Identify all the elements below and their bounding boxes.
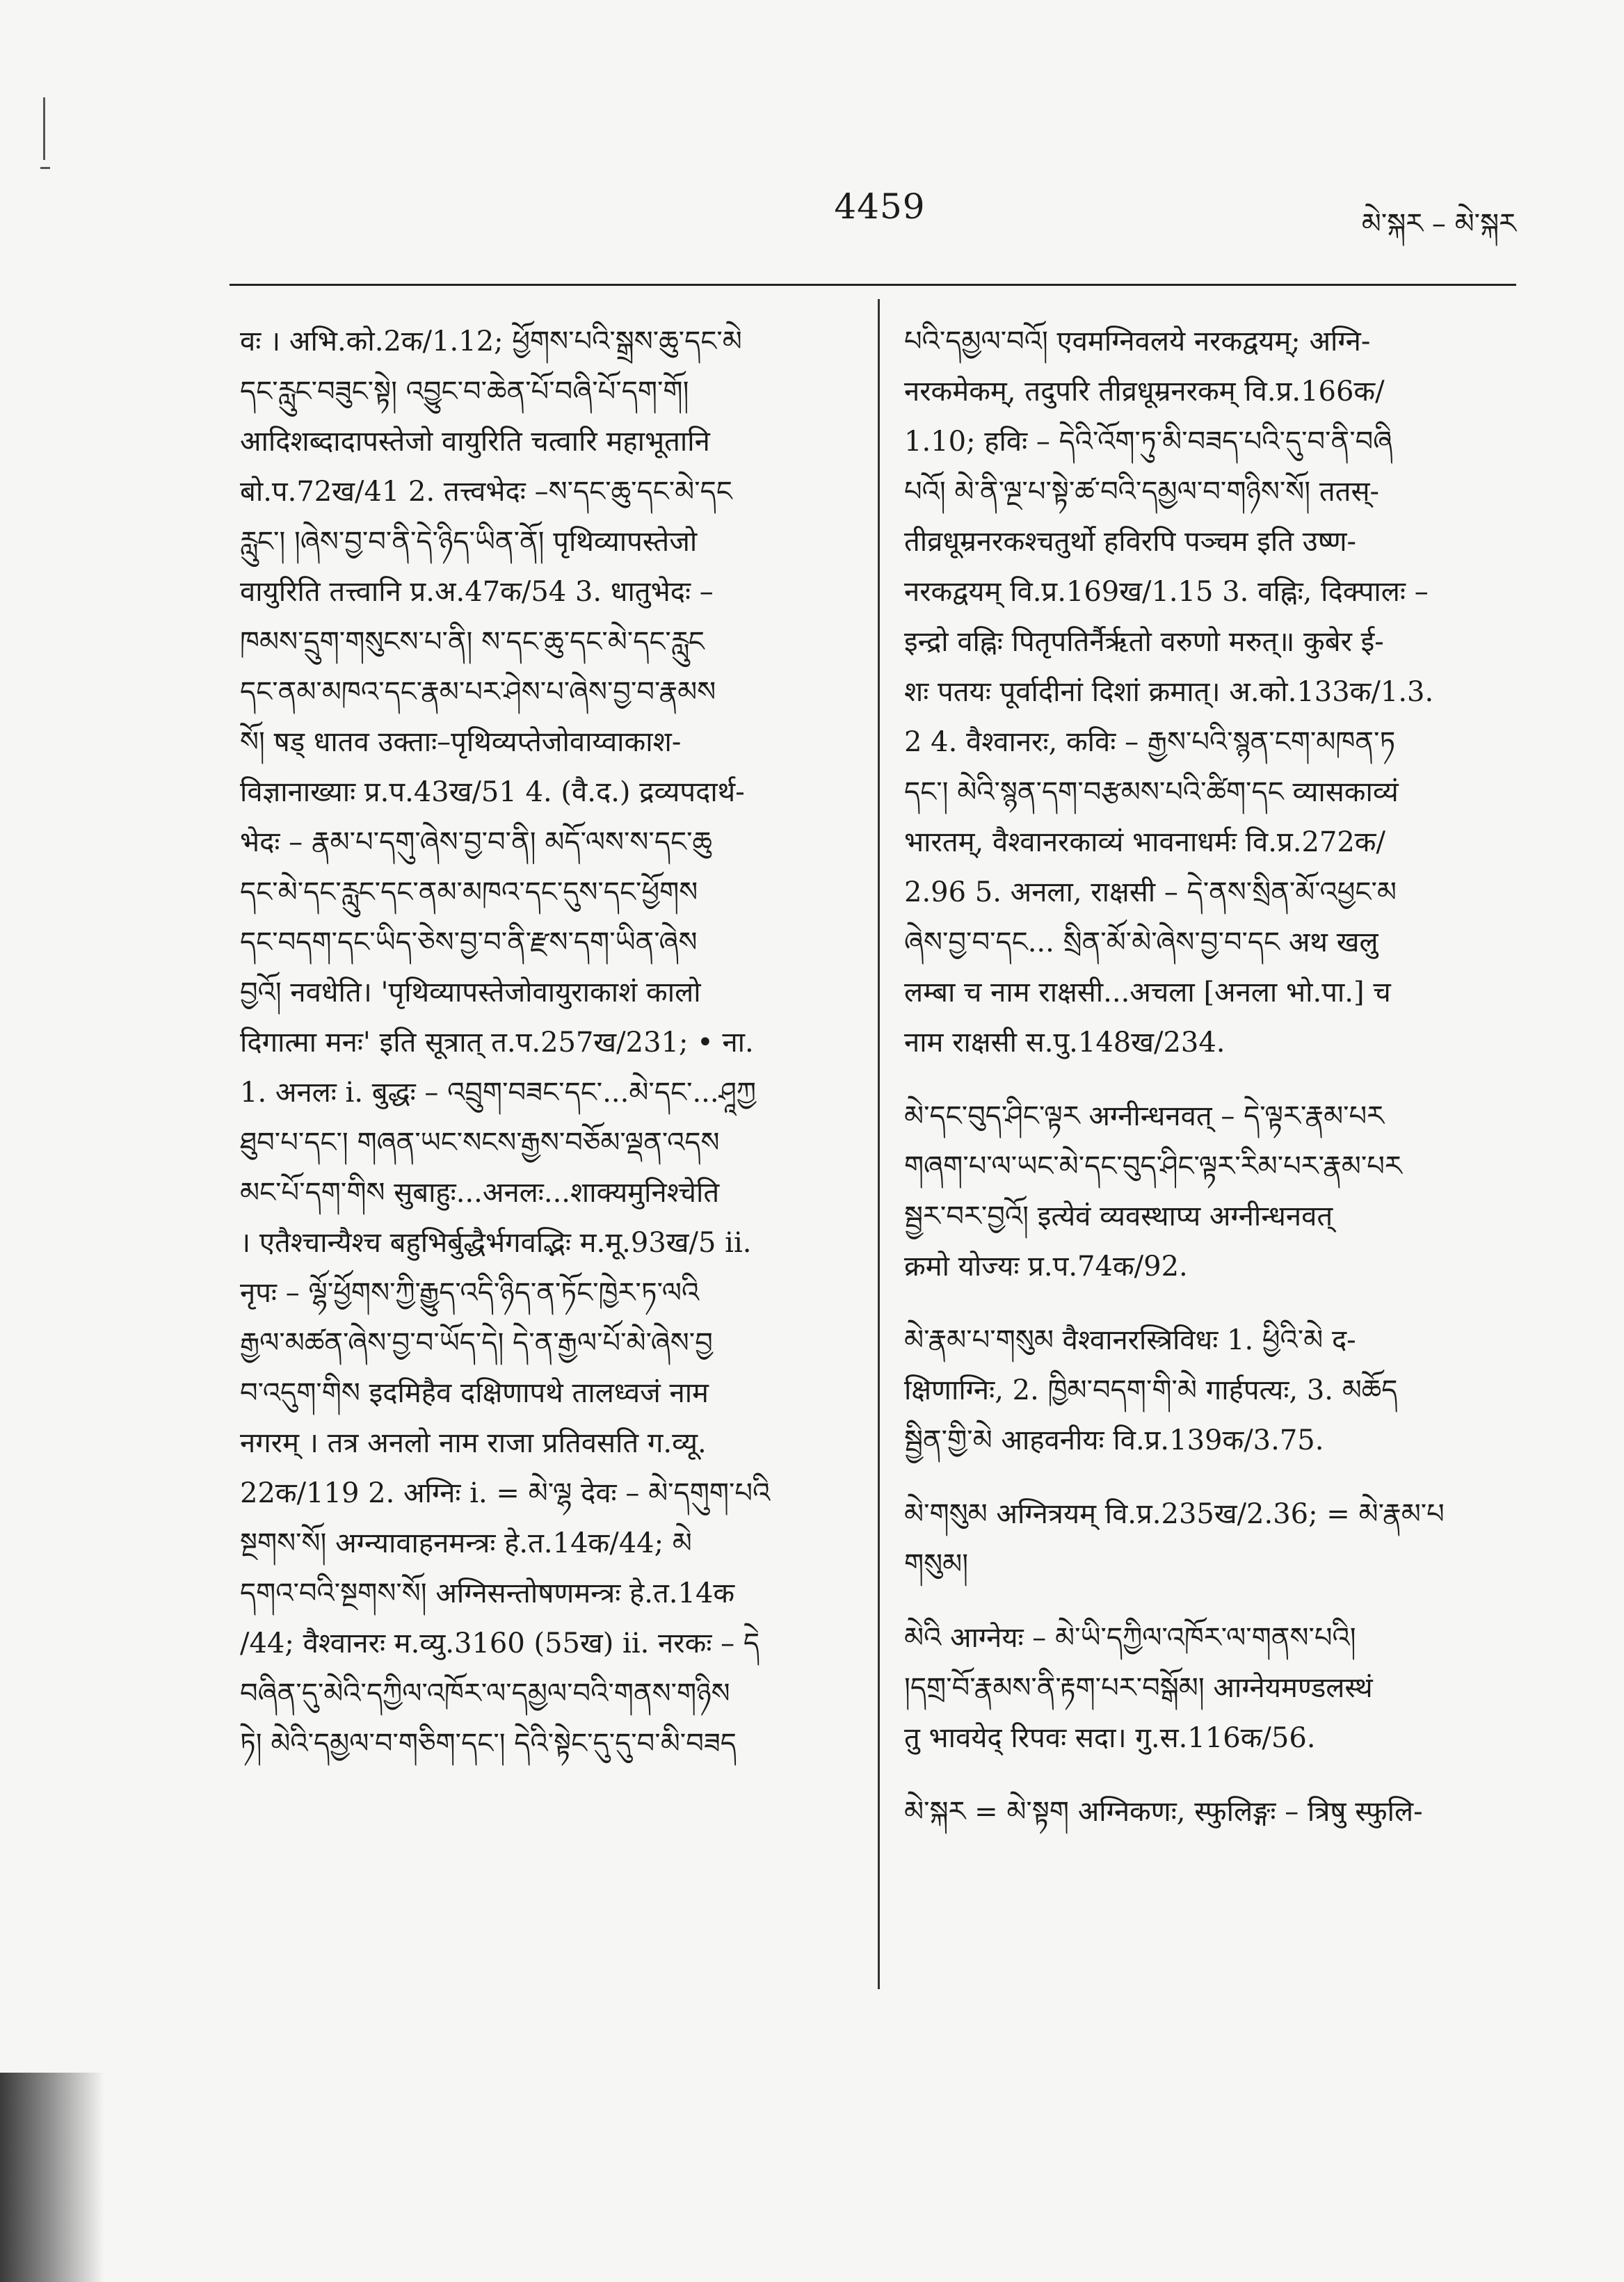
entry-line: སྦྱིན་གྱི་མེ आहवनीयः वि.प्र.139क/3.75.	[904, 1424, 1324, 1456]
dictionary-entry	[904, 316, 1516, 1068]
entry-line: ཏེ། མེའི་དམྱལ་བ་གཅིག་དང་། དེའི་སྟེང་དུ་དུ་བ་མི་བཟད	[240, 1728, 737, 1760]
entry-line: དང་། མེའི་སྙན་དག་བརྩམས་པའི་ཚིག་དང व्यासकाव्यं	[904, 776, 1399, 808]
entry-line: 1.10; हविः – དེའི་འོག་ཏུ་མི་བཟད་པའི་དུ་བ་ནི་བཞི	[904, 426, 1393, 458]
paragraph-gap	[904, 1292, 1516, 1315]
entry-line: नाम राक्षसी स.पु.148ख/234.	[904, 1027, 1225, 1059]
entry-line: རླུང་། །ཞེས་བྱ་བ་ནི་དེ་ཉིད་ཡིན་ནོ། पृथिव्यापस्तेजो	[240, 526, 698, 558]
entry-line: वः । अभि.को.2क/1.12; ཕྱོགས་པའི་སྒྲས་ཆུ་དང་མེ	[240, 326, 742, 357]
entry-line: མེ་སྐར = མེ་སྟག अग्निकणः, स्फुलिङ्गः – त्रिषु स्फुलि-	[904, 1796, 1423, 1828]
dictionary-entry	[904, 1613, 1516, 1763]
scan-shadow	[0, 2073, 104, 2282]
entry-line: क्रमो योज्यः प्र.प.74क/92.	[904, 1251, 1188, 1283]
right-column	[904, 316, 1516, 1837]
entry-line: དགའ་བའི་སྔགས་སོ། अग्निसन्तोषणमन्त्रः हे.त.14क	[240, 1577, 735, 1609]
entry-line: དང་བདག་དང་ཡིད་ཅེས་བྱ་བ་ནི་རྫས་དག་ཡིན་ཞེས	[240, 926, 698, 958]
entry-line: 1. अनलः i. बुद्धः – འབྲུག་བཟང་དང་...མེ་དང་...ཤཱཀྱ	[240, 1077, 757, 1109]
entry-line: नरकमेकम्, तदुपरि तीव्रधूम्रनरकम् वि.प्र.166क/	[904, 376, 1385, 408]
paragraph-gap	[904, 1589, 1516, 1613]
page-number: 4459	[834, 186, 926, 227]
entry-line: लम्बा च नाम राक्षसी...अचला [अनला भो.पा.] च	[904, 977, 1391, 1009]
entry-line: སྦྱར་བར་བྱའོ། इत्येवं व्यवस्थाप्य अग्नीन्धनवत्	[904, 1200, 1333, 1232]
dictionary-entry	[904, 1091, 1516, 1292]
paragraph-gap	[904, 1068, 1516, 1091]
entry-line: क्षिणाग्निः, 2. ཁྱིམ་བདག་གི་མེ गार्हपत्यः, 3. མཆོད	[904, 1374, 1398, 1406]
entry-line: མེ་དང་བུད་ཤིང་ལྟར अग्नीन्धनवत् – དེ་ལྟར་རྣམ་པར	[904, 1100, 1385, 1132]
entry-line: པའོ། མེ་ནི་ལྔ་པ་སྟེ་ཚ་བའི་དམྱལ་བ་གཉིས་སོ། ततस्-	[904, 476, 1380, 508]
entry-line: इन्द्रो वह्निः पितृपतिर्नैर्ऋतो वरुणो मरुत्॥ कुबेर ई-	[904, 626, 1384, 658]
entry-line: तीव्रधूम्रनरकश्चतुर्थो हविरपि पञ्चम इति उष्ण-	[904, 526, 1357, 558]
entry-line: པའི་དམྱལ་བའོ། एवमग्निवलये नरकद्वयम्; अग्नि-	[904, 326, 1371, 357]
entry-line: གཞག་པ་ལ་ཡང་མེ་དང་བུད་ཤིང་ལྟར་རིམ་པར་རྣམ་པར	[904, 1150, 1402, 1182]
entry-line: भारतम्, वैश्वानरकाव्यं भावनाधर्मः वि.प्र.272क/	[904, 826, 1385, 858]
dictionary-entry	[904, 1787, 1516, 1837]
entry-line: बो.प.72ख/41 2. तत्त्वभेदः –ས་དང་ཆུ་དང་མེ་དང	[240, 476, 732, 508]
entry-line: 22क/119 2. अग्निः i. = མེ་ལྷ देवः – མེ་དགུག་པའི	[240, 1477, 771, 1509]
paragraph-gap	[904, 1465, 1516, 1489]
entry-line: विज्ञानाख्याः प्र.प.43ख/51 4. (वै.द.) द्रव्यपदार्थ-	[240, 776, 745, 808]
entry-line: ཞེས་བྱ་བ་དང... སྲིན་མོ་མེ་ཞེས་བྱ་བ་དང अथ खलु	[904, 926, 1378, 958]
entry-line: तु भावयेद् रिपवः सदा। गु.स.116क/56.	[904, 1722, 1316, 1754]
entry-line: ཐུབ་པ་དང་། གཞན་ཡང་སངས་རྒྱས་བཅོམ་ལྡན་འདས	[240, 1127, 720, 1159]
entry-line: 2.96 5. अनला, राक्षसी – དེ་ནས་སྲིན་མོ་འཕྱང་མ	[904, 876, 1397, 908]
entry-line: आदिशब्दादापस्तेजो वायुरिति चत्वारि महाभूतानि	[240, 426, 710, 458]
entry-line: नरकद्वयम् वि.प्र.169ख/1.15 3. वह्निः, दिक्पालः –	[904, 576, 1429, 608]
dictionary-entry	[904, 1489, 1516, 1589]
entry-line: ཁམས་དྲུག་གསུངས་པ་ནི། ས་དང་ཆུ་དང་མེ་དང་རླུང	[240, 626, 705, 658]
entry-line: བ་འདུག་གིས इदमिहैव दक्षिणापथे तालध्वजं नाम	[240, 1377, 709, 1409]
entry-line: དང་མེ་དང་རླུང་དང་ནམ་མཁའ་དང་དུས་དང་ཕྱོགས	[240, 876, 698, 908]
entry-line: དང་རླུང་བཟུང་སྟེ། འབྱུང་བ་ཆེན་པོ་བཞི་པོ་དག་གོ།	[240, 376, 689, 408]
entry-line: གསུམ།	[904, 1548, 969, 1580]
running-head: མེ་སྐར – མེ་སྐར	[1361, 208, 1516, 240]
entry-line: नृपः – ལྷོ་ཕྱོགས་ཀྱི་རྒྱུད་འདི་ཉིད་ན་ཏོང་ཁྱེར་ཏ་ལའི	[240, 1277, 700, 1309]
entry-line: भेदः – རྣམ་པ་དགུ་ཞེས་བྱ་བ་ནི། མདོ་ལས་ས་དང་ཆུ	[240, 826, 712, 858]
entry-line: དང་ནམ་མཁའ་དང་རྣམ་པར་ཤེས་པ་ཞེས་བྱ་བ་རྣམས	[240, 676, 716, 708]
dictionary-entry	[904, 1315, 1516, 1465]
paragraph-gap	[904, 1763, 1516, 1787]
left-edge-dash	[40, 167, 50, 169]
column-divider	[878, 299, 880, 1989]
entry-line: 2 4. वैश्वानरः, कविः – རྒྱས་པའི་སྙན་ངག་མཁན་ཏ	[904, 726, 1396, 758]
entry-line: नगरम् । तत्र अनलो नाम राजा प्रतिवसति ग.व्यू.	[240, 1427, 707, 1459]
entry-line: མེ་གསུམ अग्नित्रयम् वि.प्र.235ख/2.36; = མེ་རྣམ་པ	[904, 1498, 1445, 1530]
entry-line: རྒྱལ་མཚན་ཞེས་བྱ་བ་ཡོད་དེ། དེ་ན་རྒྱལ་པོ་མེ་ཞེས་བྱ	[240, 1327, 713, 1359]
left-edge-mark	[43, 97, 45, 160]
entry-line: । एतैश्चान्यैश्च बहुभिर्बुद्धैर्भगवद्भिः म.मू.93ख/5 ii.	[240, 1227, 752, 1259]
entry-line: མེའི आग्नेयः – མེ་ཡི་དཀྱིལ་འཁོར་ལ་གནས་པའི།	[904, 1622, 1356, 1654]
entry-line: བྱའོ། नवधेति। 'पृथिव्यापस्तेजोवायुराकाशं कालो	[240, 977, 701, 1009]
entry-line: སོ། षड् धातव उक्ताः–पृथिव्यप्तेजोवाय्वाकाश-	[240, 726, 682, 758]
top-rule	[230, 284, 1516, 286]
entry-line: །དགྲ་བོ་རྣམས་ནི་རྟག་པར་བསྒོམ། आग्नेयमण्डलस्थं	[904, 1672, 1373, 1704]
left-column	[240, 316, 859, 1769]
entry-line: दिगात्मा मनः' इति सूत्रात् त.प.257ख/231; • ना.	[240, 1027, 754, 1059]
entry-line: /44; वैश्वानरः म.व्यु.3160 (55ख) ii. नरकः – དེ	[240, 1628, 760, 1660]
entry-line: མེ་རྣམ་པ་གསུམ वैश्वानरस्त्रिविधः 1. ཕྱིའི་མེ द-	[904, 1324, 1356, 1356]
entry-line: वायुरिति तत्त्वानि प्र.अ.47क/54 3. धातुभेदः –	[240, 576, 714, 608]
entry-line: བཞིན་དུ་མེའི་དཀྱིལ་འཁོར་ལ་དམྱལ་བའི་གནས་གཉིས	[240, 1678, 730, 1710]
entry-line: མང་པོ་དག་གིས सुबाहुः...अनलः...शाक्यमुनिश्चेति	[240, 1177, 720, 1209]
entry-line: སྔགས་སོ། अग्न्यावाहनमन्त्रः हे.त.14क/44; མེ	[240, 1527, 692, 1559]
entry-line: शः पतयः पूर्वादीनां दिशां क्रमात्। अ.को.133क/1.3.	[904, 676, 1434, 708]
